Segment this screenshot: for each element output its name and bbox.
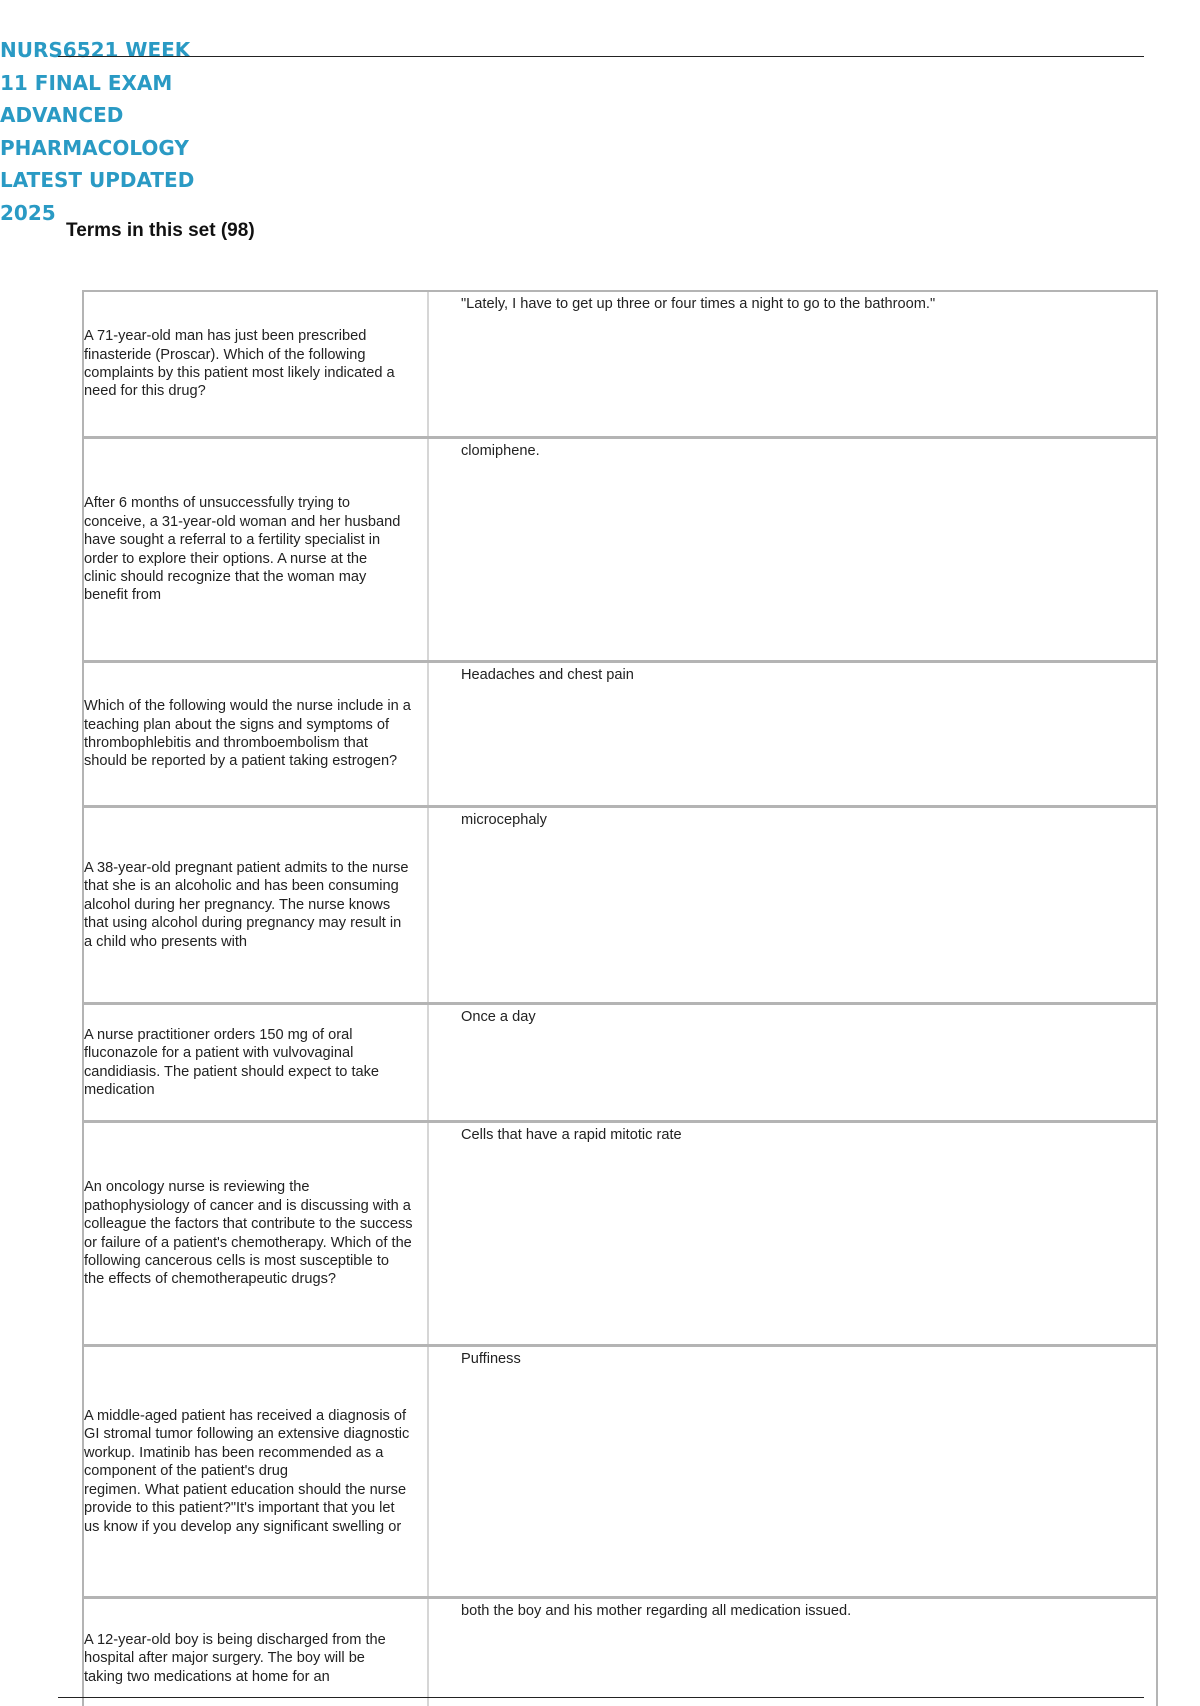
definition-cell xyxy=(429,808,1156,1002)
definition-text: both the boy and his mother regarding all medication issued. xyxy=(461,1603,852,1619)
footer-rule xyxy=(58,1697,1144,1698)
title-line: LATEST UPDATED xyxy=(0,168,195,192)
title-line: NURS6521 WEEK xyxy=(0,38,191,62)
term-row xyxy=(82,290,1158,436)
term-row xyxy=(82,1120,1158,1344)
term-text: A nurse practitioner orders 150 mg of oral fluconazole for a patient with vulvovaginal candidiasis. The patient should expect to take medication xyxy=(84,1026,380,1098)
title-line: 2025 xyxy=(0,200,56,225)
term-cell xyxy=(84,1347,429,1596)
definition-cell xyxy=(429,1123,1156,1344)
definition-cell xyxy=(429,1599,1156,1706)
definition-text: clomiphene. xyxy=(461,443,540,459)
document-title xyxy=(0,34,200,229)
term-cell xyxy=(84,808,429,1002)
term-text: An oncology nurse is reviewing the pathophysiology of cancer and is discussing with a colleague the factors that contribute to the success or failure of a patient's chemotherapy. Which of the following cancerous cells is most susceptible to the effects of chemotherapeutic drugs? xyxy=(84,1179,413,1288)
term-row xyxy=(82,660,1158,805)
definition-cell xyxy=(429,663,1156,805)
term-text: A 71-year-old man has just been prescribed finasteride (Proscar). Which of the following complaints by this patient most likely indicated a need for this drug? xyxy=(84,328,395,400)
term-row xyxy=(82,1002,1158,1120)
definition-cell xyxy=(429,439,1156,660)
definition-cell xyxy=(429,1005,1156,1120)
definition-text: Puffiness xyxy=(461,1351,521,1367)
title-line: PHARMACOLOGY xyxy=(0,135,189,160)
terms-table xyxy=(82,290,1158,1706)
term-text: After 6 months of unsuccessfully trying to conceive, a 31-year-old woman and her husband have sought a referral to a fertility specialist in order to explore their options. A nurse at the clinic should recognize that the woman may benefit from xyxy=(84,495,401,604)
definition-text: Once a day xyxy=(461,1009,536,1025)
definition-cell xyxy=(429,1347,1156,1596)
term-row xyxy=(82,436,1158,660)
term-row xyxy=(82,1596,1158,1706)
term-cell xyxy=(84,1123,429,1344)
term-cell xyxy=(84,1005,429,1120)
definition-cell xyxy=(429,292,1156,436)
term-cell xyxy=(84,292,429,436)
definition-text: microcephaly xyxy=(461,812,547,828)
definition-text: "Lately, I have to get up three or four times a night to go to the bathroom." xyxy=(461,296,936,312)
term-text: A 12-year-old boy is being discharged from the hospital after major surgery. The boy will be taking two medications at home for an xyxy=(84,1632,386,1685)
term-row xyxy=(82,1344,1158,1596)
set-count-heading: Terms in this set (98) xyxy=(66,220,255,241)
term-text: A 38-year-old pregnant patient admits to the nurse that she is an alcoholic and has been consuming alcohol during her pregnancy. The nurse knows that using alcohol during pregnancy may result in a child who presents with xyxy=(84,859,409,950)
term-cell xyxy=(84,1599,429,1706)
title-line: 11 FINAL EXAM xyxy=(0,70,173,95)
term-row xyxy=(82,805,1158,1002)
header-rule xyxy=(58,56,1144,57)
term-cell xyxy=(84,439,429,660)
definition-text: Cells that have a rapid mitotic rate xyxy=(461,1127,682,1143)
term-cell xyxy=(84,663,429,805)
definition-text: Headaches and chest pain xyxy=(461,667,634,683)
title-line: ADVANCED xyxy=(0,103,124,127)
term-text: Which of the following would the nurse include in a teaching plan about the signs and symptoms of thrombophlebitis and thromboembolism that should be reported by a patient taking estrogen? xyxy=(84,698,411,770)
term-text: A middle-aged patient has received a diagnosis of GI stromal tumor following an extensive diagnostic workup. Imatinib has been recommended as a component of the patient's drug regimen. What patient education should the nurse provide to this patient?"It's important that you let us know if you develop any significant swelling or xyxy=(84,1408,410,1535)
